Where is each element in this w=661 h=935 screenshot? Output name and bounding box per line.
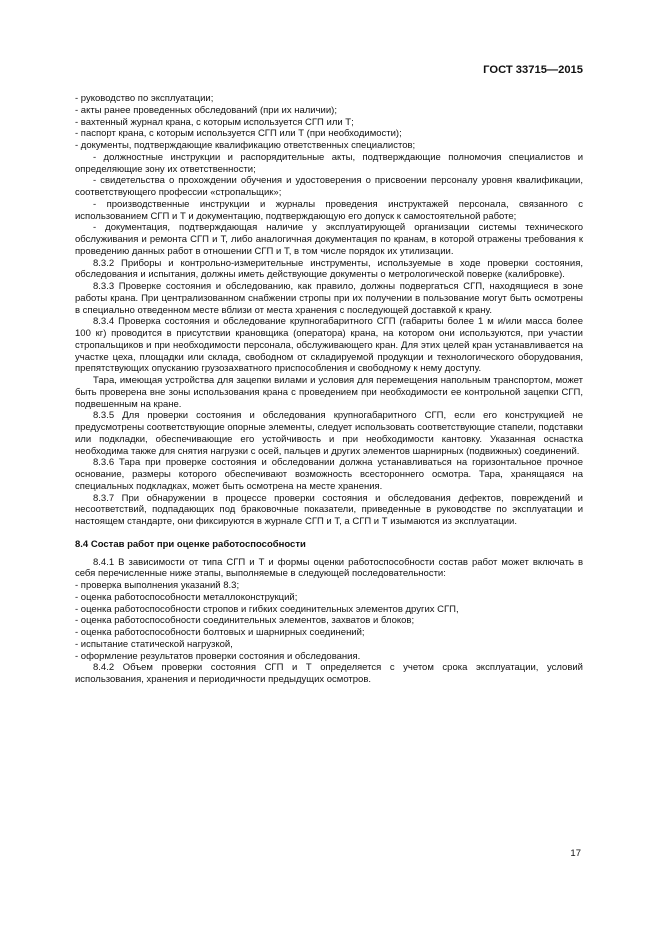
list-item: - производственные инструкции и журналы проведения инструктажей персонала, связанного с использованием СГП и Т и документацию, подтверждающую его допуск к самостоятельной работе; [75, 198, 583, 222]
clause-8-3-2: 8.3.2 Приборы и контрольно-измерительные инструменты, используемые в ходе проверки состояния, обследования и испытания, должны иметь действующие документы о метрологической поверке (калибровке). [75, 257, 583, 281]
clause-8-3-5: 8.3.5 Для проверки состояния и обследования крупногабаритного СГП, если его конструкцией не предусмотрены соответствующие опорные элементы, следует использовать соответствующие стапели, подставки или подкладки, обеспечивающие его устойчивость и при необходимости кантовку. Указанная оснастка необходима также для снятия нагрузки с осей, пальцев и других элементов шарнирных (подвижных) соединений. [75, 410, 583, 457]
list-item: - документы, подтверждающие квалификацию ответственных специалистов; [75, 140, 416, 151]
clause-8-3-4: 8.3.4 Проверка состояния и обследование крупногабаритного СГП (габариты более 1 м и/или масса более 100 кг) проводится в присутствии крановщика (оператора) крана, на котором они используются, при участии стропальщиков и при необходимости персонала, обслуживающего кран. Для этих целей кран устанавливается на участке цеха, площадки или склада, свободном от складируемой продукции и технологического оборудования, препятствующих опусканию грузозахватного приспособления и свободному к нему доступу. [75, 316, 583, 375]
clause-8-4-1: 8.4.1 В зависимости от типа СГП и Т и формы оценки работоспособности состав работ может включать в себя перечисленные ниже этапы, выполняемые в следующей последовательности: [75, 556, 583, 580]
list-item: - вахтенный журнал крана, с которым используется СГП или Т; [75, 116, 354, 128]
list-item: - оценка работоспособности металлоконструкций; [75, 591, 298, 603]
list-item: - свидетельства о прохождении обучения и удостоверения о присвоении персоналу уровня квалификации, соответствующего профессии «стропальщик»; [75, 175, 583, 198]
list-item: - испытание статической нагрузкой, [75, 638, 233, 650]
list-item: - оценка работоспособности соединительных элементов, захватов и блоков; [75, 615, 415, 627]
section-heading: 8.4 Состав работ при оценке работоспособности [75, 538, 306, 550]
list-item: - паспорт крана, с которым используется СГП или Т (при необходимости); [75, 128, 402, 140]
page-body [75, 93, 583, 686]
list-item: - оценка работоспособности болтовых и шарнирных соединений; [75, 627, 365, 638]
list-item: - должностные инструкции и распорядительные акты, подтверждающие полномочия специалистов и определяющие зону их ответственности; [75, 151, 583, 175]
list-item: - оценка работоспособности стропов и гибких соединительных элементов других СГП, [75, 603, 459, 615]
list-item: - руководство по эксплуатации; [75, 93, 214, 104]
list-item: - оформление результатов проверки состояния и обследования. [75, 650, 361, 662]
document-code: ГОСТ 33715—2015 [483, 64, 583, 76]
clause-8-3-4-container-note: Тара, имеющая устройства для зацепки вилами и условия для перемещения напольным транспортом, может быть проверена вне зоны использования крана с проведением при необходимости ее контрольной зацепки СГП, подвешенным на кране. [75, 375, 583, 410]
list-item: - акты ранее проведенных обследований (при их наличии); [75, 104, 337, 116]
clause-8-3-7: 8.3.7 При обнаружении в процессе проверки состояния и обследования дефектов, повреждений и несоответствий, подпадающих под браковочные показатели, приведенные в руководстве по эксплуатации и настоящем стандарте, они фиксируются в журнале СГП и Т, а СГП и Т изымаются из эксплуатации. [75, 492, 583, 527]
list-item: - документация, подтверждающая наличие у эксплуатирующей организации системы технического обслуживания и ремонта СГП и Т, либо аналогичная документация по кранам, в которой отражены требования к проведению данных работ в отношении СГП и Т, в том числе порядок их утилизации. [75, 222, 583, 257]
clause-8-3-3: 8.3.3 Проверке состояния и обследованию, как правило, должны подвергаться СГП, находящиеся в зоне работы крана. При централизованном снабжении стропы при их получении в пользование могут быть осмотрены в специально отведенном месте вблизи от места хранения с последующей доставкой к крану. [75, 281, 583, 316]
clause-8-4-2: 8.4.2 Объем проверки состояния СГП и Т определяется с учетом срока эксплуатации, условий использования, хранения и периодичности предыдущих осмотров. [75, 662, 583, 685]
list-item: - проверка выполнения указаний 8.3; [75, 580, 240, 591]
page-number: 17 [570, 848, 581, 859]
clause-8-3-6: 8.3.6 Тара при проверке состояния и обследовании должна устанавливаться на горизонтальное прочное основание, размеры которого обеспечивают возможность всестороннего осмотра. Тара, хранящаяся на специальных подкладках, может быть осмотрена на месте хранения. [75, 457, 583, 492]
